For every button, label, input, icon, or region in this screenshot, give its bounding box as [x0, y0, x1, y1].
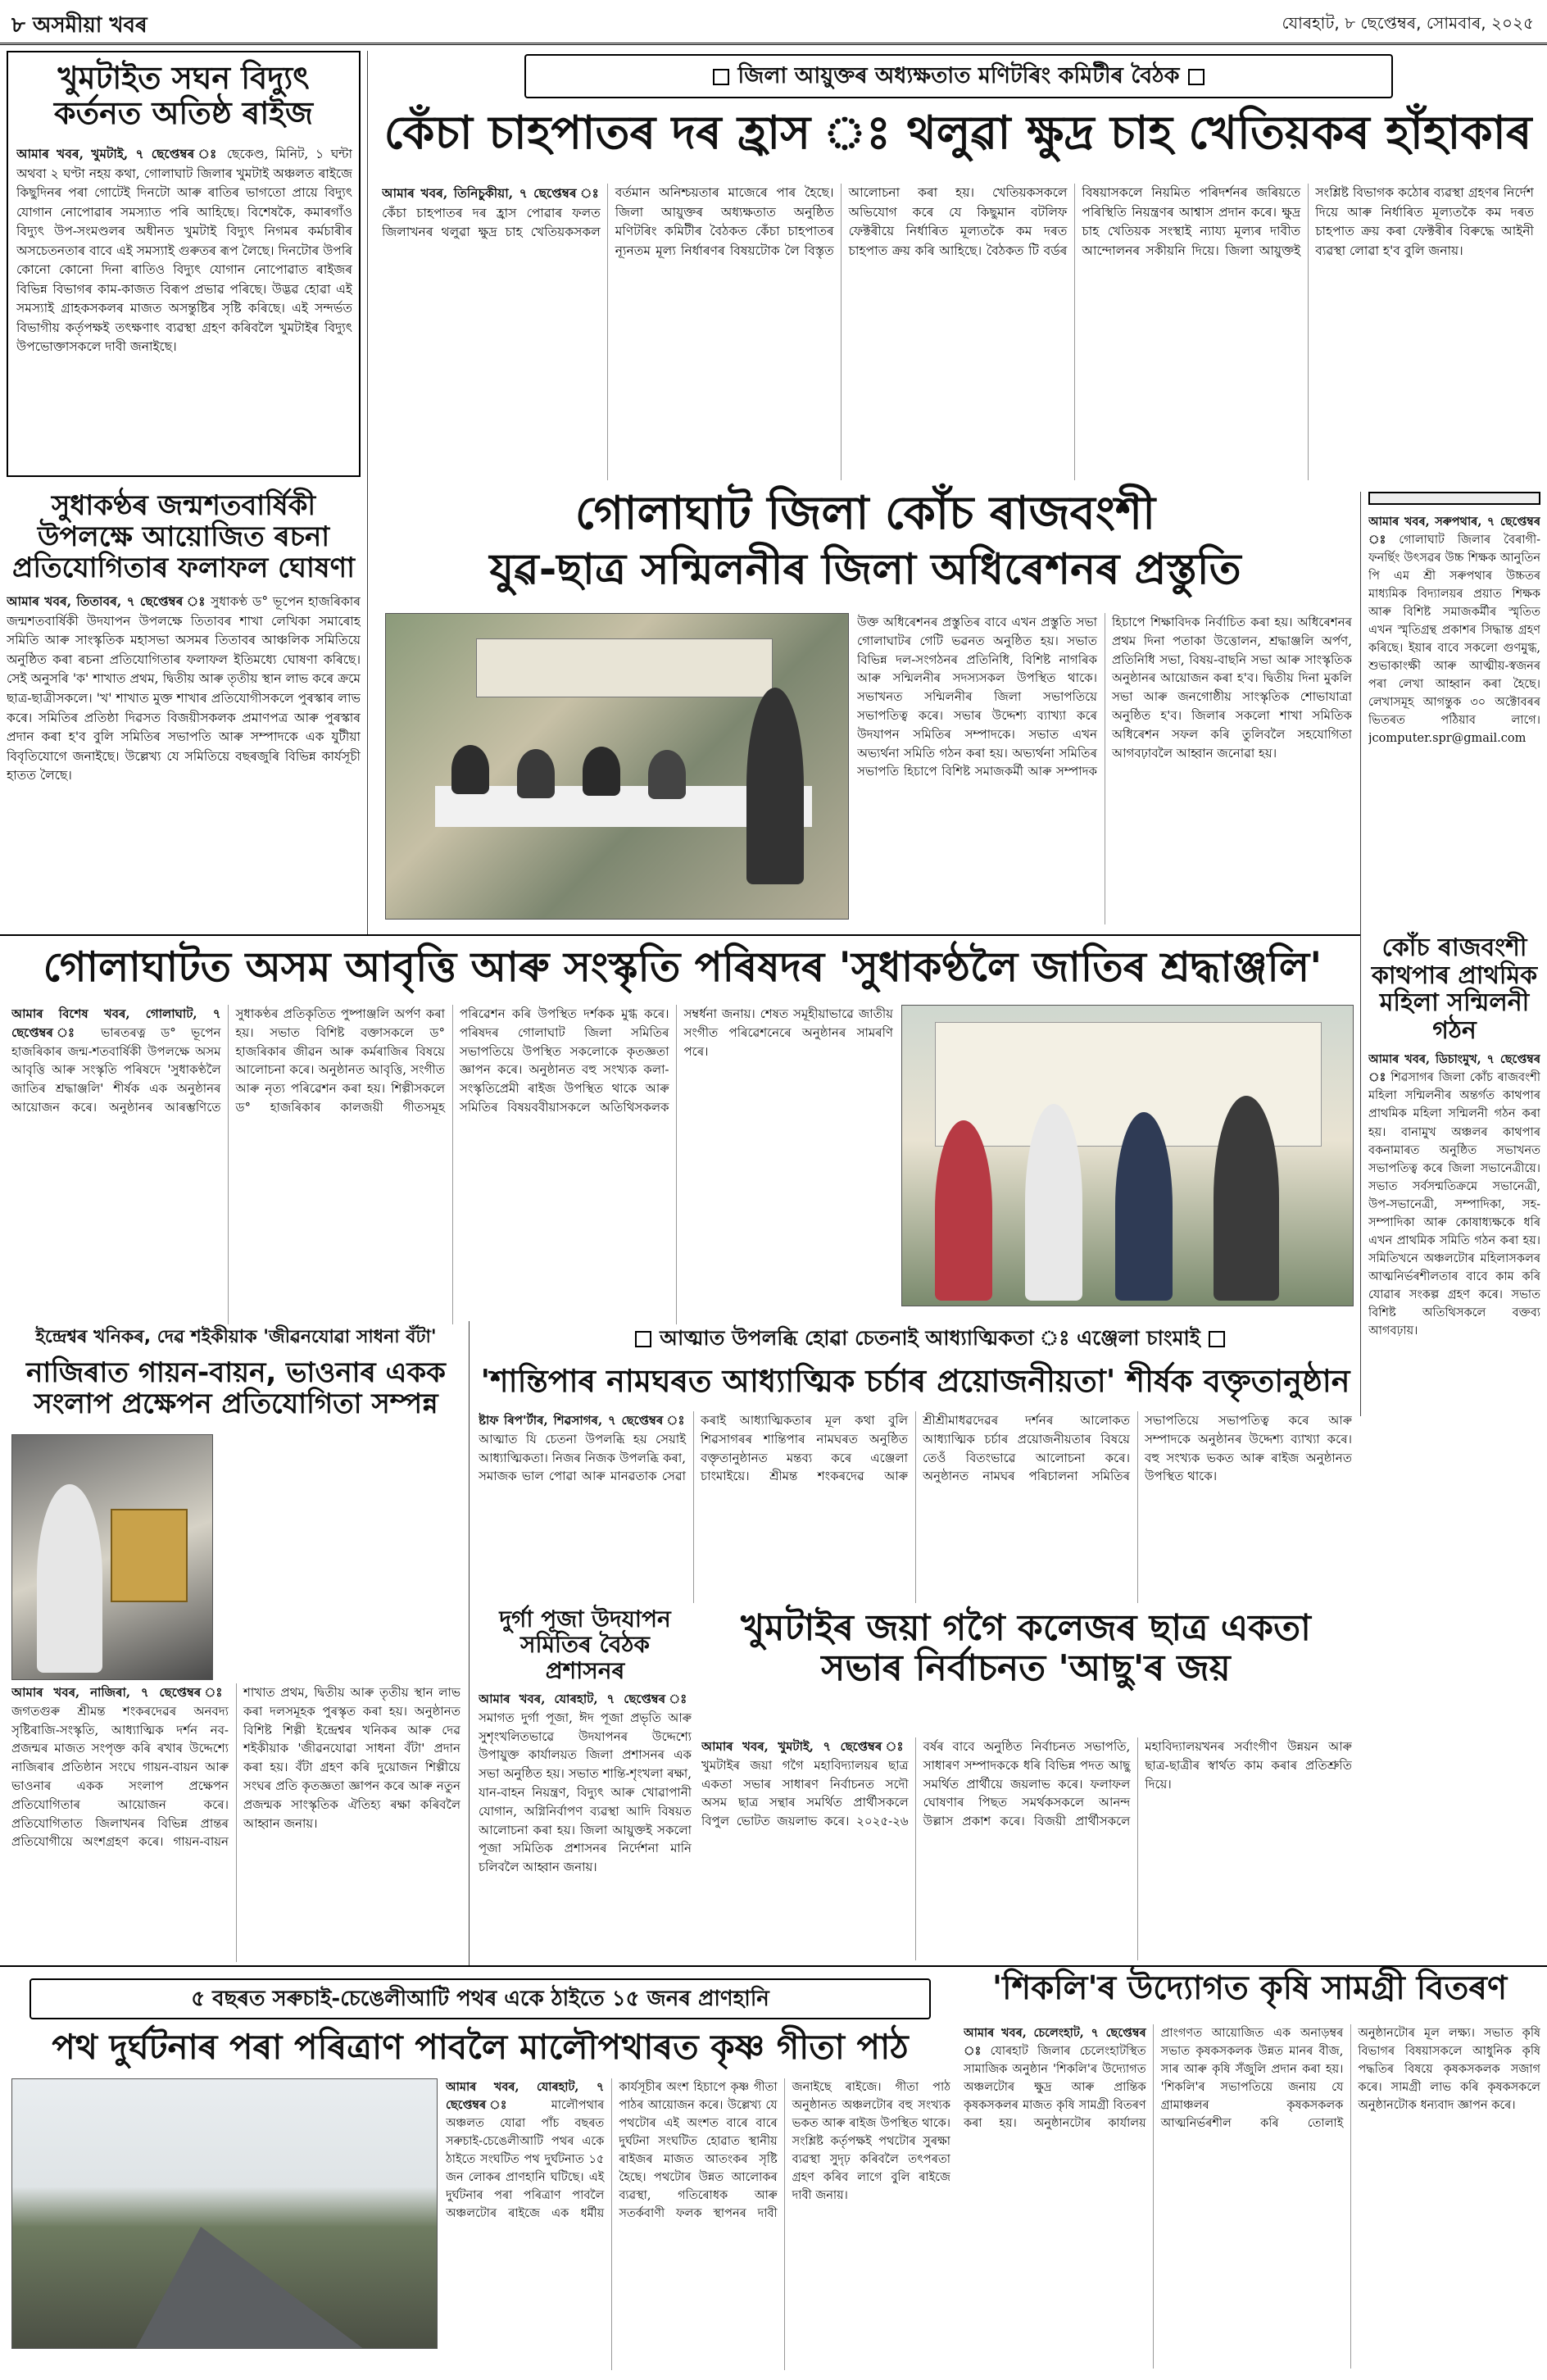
person-shape — [37, 1484, 102, 1673]
story-najira-kicker: ইন্দ্ৰেশ্বৰ খনিকৰ, দেৱ শইকীয়াক 'জীৱনযোৱা সাধনা বঁটা' — [35, 1327, 437, 1347]
story-shikoli-body — [964, 2024, 1540, 2369]
column-divider — [469, 1321, 470, 1965]
story-road-byline: আমাৰ খবৰ, যোৰহাট, ৭ ছেপ্তেম্বৰ ঃ — [446, 2080, 605, 2113]
person-shape — [1115, 1112, 1173, 1301]
bullet-square-icon — [635, 1331, 651, 1347]
person-shape — [935, 1120, 992, 1301]
story-koch-headline: কোঁচ ৰাজবংশী কাথপাৰ প্ৰাথমিক মহিলা সন্মিলনী গঠন — [1371, 933, 1538, 1045]
story-college-byline: আমাৰ খবৰ, খুমটাই, ৭ ছেপ্তেম্বৰ ঃ — [701, 1739, 909, 1754]
story-abritti-headline: গোলাঘাটত অসম আবৃত্তি আৰু সংস্কৃতি পৰিষদৰ 'সুধাকণ্ঠলৈ জাতিৰ শ্ৰদ্ধাঞ্জলি' — [43, 943, 1322, 991]
story-abritti-body — [11, 1005, 893, 1324]
story-college-body — [701, 1737, 1352, 1960]
story-sudhakantha — [7, 485, 361, 933]
kicker-top — [524, 54, 1393, 98]
person-shape — [517, 749, 555, 798]
najira-award-photo — [11, 1434, 213, 1680]
story-smriti-text: গোলাঘাট জিলাৰ বৈৰাগী-ফনৰ্ছিং উৎসৱৰ উচ্চ শিক্ষক আনুতিন পি এম শ্ৰী সৰুপথাৰ উচ্চতৰ মাধ্যমিক বিদ্যালয়ৰ প্ৰয়াত শিক্ষক আৰু বিশিষ্ট সমাজকৰ্মীৰ স্মৃতিত এখন স্মৃতিগ্ৰন্থ প্ৰকাশৰ সিদ্ধান্ত গ্ৰহণ কৰিছে। ইয়াৰ বাবে সকলো গুণমুগ্ধ, শুভাকাংক্ষী আৰু আত্মীয়-স্বজনৰ পৰা লেখা আহ্বান কৰা হৈছে। লেখাসমূহ আগন্তুক ৩০ অক্টোবৰৰ ভিতৰত পঠিয়াব লাগে। — [1368, 534, 1540, 728]
story-sudhakantha-body — [7, 592, 361, 887]
story-college-text: খুমটাইৰ জয়া গগৈ মহাবিদ্যালয়ৰ ছাত্ৰ একতা সভাৰ সাধাৰণ নিৰ্বাচনত সদৌ অসম ছাত্ৰ সন্থাৰ সমৰ্থিত প্ৰাৰ্থীসকলে বিপুল ভোটত জয়লাভ কৰে। ২০২৫-২৬ বৰ্ষৰ বাবে অনুষ্ঠিত নিৰ্বাচনত সভাপতি, সাধাৰণ সম্পাদককে ধৰি বিভিন্ন পদত আছু সমৰ্থিত প্ৰাৰ্থীয়ে জয়লাভ কৰে। ফলাফল ঘোষণাৰ পিছত সমৰ্থকসকলে আনন্দ উল্লাস প্ৰকাশ কৰে। বিজয়ী প্ৰাৰ্থীসকলে মহাবিদ্যালয়খনৰ সৰ্বাংগীণ উন্নয়ন আৰু ছাত্ৰ-ছাত্ৰীৰ স্বাৰ্থত কাম কৰাৰ প্ৰতিশ্ৰুতি দিয়ে। — [701, 1739, 1352, 1829]
story-shanti-headline: 'শান্তিপাৰ নামঘৰত আধ্যাত্মিক চৰ্চাৰ প্ৰয়োজনীয়তা' শীৰ্ষক বক্তৃতানুষ্ঠান — [480, 1363, 1350, 1399]
kicker-mid-text: আত্মাত উপলব্ধি হোৱা চেতনাই আধ্যাত্মিকতা ঃ এঞ্জেলা চাংমাই — [660, 1326, 1200, 1350]
story-tea-body — [382, 184, 1534, 480]
story-road-headline: পথ দুৰ্ঘটনাৰ পৰা পৰিত্ৰাণ পাবলৈ মালৌপথাৰত কৃষ্ণ গীতা পাঠ — [52, 2027, 909, 2067]
story-power-byline: আমাৰ খবৰ, খুমটাই, ৭ ছেপ্তেম্বৰ ঃ — [16, 146, 220, 161]
page-header — [0, 0, 1547, 45]
story-youth-text: উক্ত অধিৰেশনৰ প্ৰস্তুতিৰ বাবে এখন প্ৰস্তুতি সভা গোলাঘাটৰ গেটি ভৱনত অনুষ্ঠিত হয়। সভাত বিভিন্ন দল-সংগঠনৰ প্ৰতিনিধি, বিশিষ্ট নাগৰিক আৰু সন্মিলনীৰ সদস্যসকল উপস্থিত থাকে। সভাখনত সন্মিলনীৰ জিলা সভাপতিয়ে সভাপতিত্ব কৰে। সভাৰ উদ্দেশ্য ব্যাখ্যা কৰে উদযাপন সমিতিৰ সম্পাদকে। সভাত এখন অভ্যৰ্থনা সমিতি গঠন কৰা হয়। অভ্যৰ্থনা সমিতিৰ সভাপতি হিচাপে বিশিষ্ট সমাজকৰ্মী আৰু সম্পাদক হিচাপে শিক্ষাবিদক নিৰ্বাচিত কৰা হয়। অধিৰেশনৰ প্ৰথম দিনা পতাকা উত্তোলন, শ্ৰদ্ধাঞ্জলি অৰ্পণ, প্ৰতিনিধি সভা, বিষয়-বাছনি সভা আৰু সাংস্কৃতিক অনুষ্ঠানৰ আয়োজন কৰা হ'ব। দ্বিতীয় দিনা মুকলি সভা আৰু জনগোষ্ঠীয় সাংস্কৃতিক শোভাযাত্ৰা অনুষ্ঠিত হ'ব। জিলাৰ সকলো শাখা সমিতিক অধিৰেশন সফল কৰি তুলিবলৈ সহযোগিতা আগবঢ়াবলৈ আহ্বান জনোৱা হয়। — [857, 615, 1352, 779]
story-durga-text: সমাগত দুৰ্গা পূজা, ঈদ পূজা প্ৰভৃতি আৰু সুশৃংখলিতভাৱে উদযাপনৰ উদ্দেশ্যে উপায়ুক্ত কাৰ্যালয়ত জিলা প্ৰশাসনৰ এক সভা অনুষ্ঠিত হয়। সভাত শান্তি-শৃংখলা ৰক্ষা, যান-বাহন নিয়ন্ত্ৰণ, বিদ্যুৎ আৰু খোৱাপানী যোগান, অগ্নিনিৰ্বাপণ ব্যৱস্থা আদি বিষয়ত আলোচনা কৰা হয়। জিলা আয়ুক্তই সকলো পূজা সমিতিক প্ৰশাসনৰ নিৰ্দেশনা মানি চলিবলৈ আহ্বান জনায়। — [479, 1710, 692, 1875]
story-power-body — [16, 144, 352, 469]
bullet-square-icon — [1209, 1331, 1225, 1347]
story-shikoli-text: যোৰহাট জিলাৰ চেলেংহাটস্থিত সামাজিক অনুষ্ঠান 'শিকলি'ৰ উদ্যোগত অঞ্চলটোৰ ক্ষুদ্ৰ আৰু প্ৰান্তিক কৃষকসকলৰ মাজত কৃষি সামগ্ৰী বিতৰণ কৰা হয়। অনুষ্ঠানটোৰ কাৰ্যালয় প্ৰাংগণত আয়োজিত এক অনাড়ম্বৰ সভাত কৃষকসকলক উন্নত মানৰ বীজ, সাৰ আৰু কৃষি সঁজুলি প্ৰদান কৰা হয়। 'শিকলি'ৰ সভাপতিয়ে জনায় যে গ্ৰামাঞ্চলৰ কৃষকসকলক আত্মনিৰ্ভৰশীল কৰি তোলাই অনুষ্ঠানটোৰ মূল লক্ষ্য। সভাত কৃষি বিভাগৰ বিষয়াসকলে আধুনিক কৃষি পদ্ধতিৰ বিষয়ে কৃষকসকলক সজাগ কৰে। সামগ্ৰী লাভ কৰি কৃষকসকলে অনুষ্ঠানটোক ধন্যবাদ জ্ঞাপন কৰে। — [964, 2027, 1540, 2131]
road-photo — [11, 2078, 438, 2349]
section-rule — [0, 934, 1360, 936]
story-najira-headline: নাজিৰাত গায়ন-বায়ন, ভাওনাৰ একক সংলাপ প্ৰক্ষেপন প্ৰতিযোগিতা সম্পন্ন — [26, 1356, 446, 1421]
award-frame-shape — [111, 1509, 188, 1602]
banner-shape — [476, 638, 773, 697]
story-koch-body — [1368, 1051, 1540, 1870]
story-sudhakantha-headline: সুধাকণ্ঠৰ জন্মশতবাৰ্ষিকী উপলক্ষে আয়োজিত ৰচনা প্ৰতিযোগিতাৰ ফলাফল ঘোষণা — [12, 489, 355, 585]
story-durga — [479, 1606, 692, 1960]
story-road-body — [446, 2078, 950, 2370]
story-koch-byline: আমাৰ খবৰ, ডিচাংমুখ, ৭ ছেপ্তেম্বৰ ঃ — [1368, 1052, 1540, 1085]
story-power-headline: খুমটাইত সঘন বিদ্যুৎ কৰ্তনত অতিষ্ঠ ৰাইজ — [54, 60, 313, 131]
story-smriti-email: jcomputer.spr@gmail.com — [1368, 732, 1527, 746]
column-divider — [1360, 492, 1361, 1416]
story-smriti-byline: আমাৰ খবৰ, সৰুপথাৰ, ৭ ছেপ্তেম্বৰ ঃ — [1368, 515, 1540, 547]
story-shikoli-byline: আমাৰ খবৰ, চেলেংহাট, ৭ ছেপ্তেম্বৰ ঃ — [964, 2026, 1146, 2059]
youth-meeting-photo — [385, 613, 849, 920]
abritti-ceremony-photo — [901, 1005, 1354, 1306]
story-shikoli-headline: 'শিকলি'ৰ উদ্যোগত কৃষি সামগ্ৰী বিতৰণ — [991, 1969, 1508, 2007]
story-abritti-text: ভাৰতৰত্ন ড° ভূপেন হাজৰিকাৰ জন্ম-শতবাৰ্ষিকী উপলক্ষে অসম আবৃত্তি আৰু সংস্কৃতি পৰিষদে 'সুধাকণ্ঠলৈ জাতিৰ শ্ৰদ্ধাঞ্জলি' শীৰ্ষক এক অনুষ্ঠানৰ আয়োজন কৰে। অনুষ্ঠানৰ আৰম্ভণিতে সুধাকণ্ঠৰ প্ৰতিকৃতিত পুষ্পাঞ্জলি অৰ্পণ কৰা হয়। সভাত বিশিষ্ট বক্তাসকলে ড° হাজৰিকাৰ জীৱন আৰু কৰ্মৰাজিৰ বিষয়ে আলোচনা কৰে। অনুষ্ঠানত আবৃত্তি, সংগীত আৰু নৃত্য পৰিৱেশন কৰা হয়। শিল্পীসকলে ড° হাজৰিকাৰ কালজয়ী গীতসমূহ পৰিৱেশন কৰি উপস্থিত দৰ্শকক মুগ্ধ কৰে। পৰিষদৰ গোলাঘাট জিলা সমিতিৰ সভাপতিয়ে উপস্থিত সকলোকে কৃতজ্ঞতা জ্ঞাপন কৰে। অনুষ্ঠানত বহু সংখ্যক কলা-সংস্কৃতিপ্ৰেমী ৰাইজ উপস্থিত থাকে আৰু সমিতিৰ বিষয়ববীয়াসকলে অতিথিসকলক সম্বৰ্ধনা জনায়। শেষত সমূহীয়াভাৱে জাতীয় সংগীত পৰিৱেশনেৰে অনুষ্ঠানৰ সামৰণি পৰে। — [11, 1006, 893, 1115]
person-shape — [583, 747, 620, 796]
column-divider — [367, 51, 368, 936]
story-youth-headline-2: যুৱ-ছাত্ৰ সন্মিলনীৰ জিলা অধিৰেশনৰ প্ৰস্তুতি — [489, 545, 1241, 594]
story-durga-headline: দুৰ্গা পূজা উদযাপন সমিতিৰ বৈঠক প্ৰশাসনৰ — [499, 1606, 671, 1684]
story-koch — [1368, 934, 1540, 1951]
story-smriti-body — [1368, 513, 1540, 865]
person-shape — [451, 745, 489, 794]
person-shape — [648, 750, 686, 799]
story-shanti-body — [479, 1411, 1352, 1603]
page-number: ৮ অসমীয়া খবৰ — [11, 13, 147, 38]
person-shape — [1025, 1104, 1082, 1301]
story-shanti-text: আত্মাত যি চেতনা উপলব্ধি হয় সেয়াই আধ্যাত্মিকতা। নিজৰ নিজক উপলব্ধি কৰা, সমাজক ভাল পোৱা আৰু মানৱতাক সেৱা কৰাই আধ্যাত্মিকতাৰ মূল কথা বুলি শিৱসাগৰৰ শান্তিপাৰ নামঘৰত অনুষ্ঠিত বক্তৃতানুষ্ঠানত মন্তব্য কৰে এঞ্জেলা চাংমাইয়ে। শ্ৰীমন্ত শংকৰদেৱ আৰু শ্ৰীশ্ৰীমাধৱদেৱৰ দৰ্শনৰ আলোকত আধ্যাত্মিক চৰ্চাৰ প্ৰয়োজনীয়তাৰ বিষয়ে তেওঁ বিতংভাৱে আলোচনা কৰে। অনুষ্ঠানত নামঘৰ পৰিচালনা সমিতিৰ সভাপতিয়ে সভাপতিত্ব কৰে আৰু সম্পাদকে অনুষ্ঠানৰ উদ্দেশ্য ব্যাখ্যা কৰে। বহু সংখ্যক ভকত আৰু ৰাইজ অনুষ্ঠানত উপস্থিত থাকে। — [479, 1413, 1352, 1484]
story-sudhakantha-byline: আমাৰ খবৰ, তিতাবৰ, ৭ ছেপ্তেম্বৰ ঃ — [7, 593, 206, 610]
story-smriti — [1368, 492, 1540, 931]
story-tea-headline: কেঁচা চাহপাতৰ দৰ হ্ৰাস ঃ থলুৱা ক্ষুদ্ৰ চাহ খেতিয়কৰ হাঁহাকাৰ — [383, 107, 1532, 160]
kicker-top-text: জিলা আয়ুক্তৰ অধ্যক্ষতাত মণিটৰিং কমিটীৰ বৈঠক — [737, 63, 1180, 89]
story-road-text: মালৌপথাৰ অঞ্চলত যোৱা পাঁচ বছৰত সৰুচাই-চেঙেলীআটি পথৰ একে ঠাইতে সংঘটিত পথ দুৰ্ঘটনাত ১৫ জন লোকৰ প্ৰাণহানি ঘটিছে। এই দুৰ্ঘটনাৰ পৰা পৰিত্ৰাণ পাবলৈ অঞ্চলটোৰ ৰাইজে এক ধৰ্মীয় কাৰ্যসূচীৰ অংশ হিচাপে কৃষ্ণ গীতা পাঠৰ আয়োজন কৰে। উল্লেখ্য যে পথটোৰ এই অংশত বাৰে বাৰে দুৰ্ঘটনা সংঘটিত হোৱাত স্থানীয় ৰাইজৰ মাজত আতংকৰ সৃষ্টি হৈছে। পথটোৰ উন্নত আলোকৰ ব্যৱস্থা, গতিৰোধক আৰু সতৰ্কবাণী ফলক স্থাপনৰ দাবী জনাইছে ৰাইজে। গীতা পাঠ অনুষ্ঠানত অঞ্চলটোৰ বহু সংখ্যক ভকত আৰু ৰাইজ উপস্থিত থাকে। সংশ্লিষ্ট কৰ্তৃপক্ষই পথটোৰ সুৰক্ষা ব্যৱস্থা সুদৃঢ় কৰিবলৈ তৎপৰতা গ্ৰহণ কৰিব লাগে বুলি ৰাইজে দাবী জনায়। — [446, 2081, 950, 2221]
bullet-square-icon — [713, 69, 729, 85]
story-durga-body — [479, 1690, 692, 1936]
story-durga-byline: আমাৰ খবৰ, যোৰহাট, ৭ ছেপ্তেম্বৰ ঃ — [479, 1692, 692, 1707]
road-shape — [135, 2227, 365, 2349]
story-sudhakantha-text: সুধাকণ্ঠ ড° ভূপেন হাজৰিকাৰ জন্মশতবাৰ্ষিকী উদযাপন উপলক্ষে তিতাবৰ শাখা লেখিকা সমাৰোহ সমিতি আৰু সাংস্কৃতিক মহাসভা অসমৰ তিতাবৰ আঞ্চলিক সমিতিয়ে অনুষ্ঠিত কৰা ৰচনা প্ৰতিযোগিতাৰ ফলাফল ইতিমধ্যে ঘোষণা কৰিছে। সেই অনুসৰি 'ক' শাখাত প্ৰথম, দ্বিতীয় আৰু তৃতীয় স্থান লাভ কৰে ক্ৰমে ছাত্ৰ-ছাত্ৰীসকলে। 'খ' শাখাত মুক্ত শাখাৰ প্ৰতিযোগীসকলে পুৰস্কাৰ লাভ কৰে। সমিতিৰ প্ৰতিষ্ঠা দিৱসত বিজয়ীসকলক প্ৰমাণপত্ৰ আৰু পুৰস্কাৰ প্ৰদান কৰা হ'ব বুলি সমিতিৰ সভাপতি আৰু সম্পাদকে এক যুটীয়া বিবৃতিযোগে জনাইছে। উল্লেখ্য যে সমিতিয়ে বছৰজুৰি বিভিন্ন কাৰ্যসূচী হাতত লৈছে। — [7, 594, 361, 783]
story-youth-body — [857, 613, 1352, 924]
story-najira-body — [11, 1683, 460, 1962]
story-koch-text: শিৱসাগৰ জিলা কোঁচ ৰাজবংশী মহিলা সন্মিলনীৰ অন্তৰ্গত কাথপাৰ প্ৰাথমিক মহিলা সন্মিলনী গঠন কৰা হয়। বানামুখ অঞ্চলৰ কাথপাৰ বকনামাৰত অনুষ্ঠিত সভাখনত সভাপতিত্ব কৰে জিলা সভানেত্ৰীয়ে। সভাত সৰ্বসন্মতিক্ৰমে সভানেত্ৰী, উপ-সভানেত্ৰী, সম্পাদিকা, সহ-সম্পাদিকা আৰু কোষাধ্যক্ষকে ধৰি এখন প্ৰাথমিক সমিতি গঠন কৰা হয়। সমিতিখনে অঞ্চলটোৰ মহিলাসকলৰ আত্মনিৰ্ভৰশীলতাৰ বাবে কাম কৰি যোৱাৰ সংকল্প গ্ৰহণ কৰে। সভাত বিশিষ্ট অতিথিসকলে বক্তব্য আগবঢ়ায়। — [1368, 1071, 1540, 1338]
story-shanti-byline: ষ্টাফ ৰিপ'ৰ্টাৰ, শিৱসাগৰ, ৭ ছেপ্তেম্বৰ ঃ — [479, 1413, 686, 1428]
story-smriti-headline — [1368, 492, 1540, 505]
story-tea-text: কেঁচা চাহপাতৰ দৰ হ্ৰাস পোৱাৰ ফলত জিলাখনৰ থলুৱা ক্ষুদ্ৰ চাহ খেতিয়কসকল বৰ্তমান অনিশ্চয়তাৰ মাজেৰে পাৰ হৈছে। জিলা আয়ুক্তৰ অধ্যক্ষতাত অনুষ্ঠিত মণিটৰিং কমিটীৰ বৈঠকত কেঁচা চাহপাতৰ ন্যূনতম মূল্য নিৰ্ধাৰণৰ বিষয়টোক লৈ বিস্তৃত আলোচনা কৰা হয়। খেতিয়কসকলে অভিযোগ কৰে যে কিছুমান বটলিফ ফেক্টৰীয়ে নিৰ্ধাৰিত মূল্যতকৈ কম দৰত চাহপাত ক্ৰয় কৰি আহিছে। বৈঠকত টি বৰ্ডৰ বিষয়াসকলে নিয়মিত পৰিদৰ্শনৰ জৰিয়তে পৰিস্থিতি নিয়ন্ত্ৰণৰ আশ্বাস প্ৰদান কৰে। ক্ষুদ্ৰ চাহ খেতিয়ক সংস্থাই ন্যায্য মূল্যৰ দাবীত আন্দোলনৰ সকীয়নি দিয়ে। জিলা আয়ুক্তই সংশ্লিষ্ট বিভাগক কঠোৰ ব্যৱস্থা গ্ৰহণৰ নিৰ্দেশ দিয়ে আৰু নিৰ্ধাৰিত মূল্যতকৈ কম দৰত চাহপাত ক্ৰয় কৰা ফেক্টৰীৰ বিৰুদ্ধে আইনী ব্যৱস্থা লোৱা হ'ব বুলি জনায়। — [382, 185, 1534, 258]
story-najira-byline: আমাৰ খবৰ, নাজিৰা, ৭ ছেপ্তেম্বৰ ঃ — [11, 1685, 229, 1700]
story-power-text: ছেকেণ্ড, মিনিট, ১ ঘন্টা অথবা ২ ঘণ্টা নহয় কথা, গোলাঘাট জিলাৰ খুমটাই অঞ্চলত ৰাইজে কিছুদিনৰ পৰা গোটেই দিনটো আৰু ৰাতিৰ ভাগতো প্ৰায়ে বিদ্যুৎ যোগান নোপোৱাৰ সমস্যাত পৰি আহিছে। বিশেষকৈ, কমাৰগাঁও বিদ্যুৎ উপ-সংমণ্ডলৰ অধীনত খুমটাই বিদ্যুৎ নিগমৰ কৰ্মচাৰীৰ অসচেতনতাৰ বাবে এই সমস্যাই গুৰুতৰ ৰূপ লৈছে। দিনটোৰ উপৰি কোনো কোনো দিনা ৰাতিও বিদ্যুৎ যোগান নোপোৱাত ৰাইজৰ বিভিন্ন বিভাগৰ কাম-কাজত বিৰূপ প্ৰভাৱ পৰিছে। উদ্ভৱ হোৱা এই সমস্যাই গ্ৰাহকসকলৰ মাজত অসন্তুষ্টিৰ সৃষ্টি কৰিছে। এই সন্দৰ্ভত বিভাগীয় কৰ্তৃপক্ষই তৎক্ষণাৎ ব্যৱস্থা গ্ৰহণ কৰিবলৈ খুমটাইৰ বিদ্যুৎ উপভোক্তাসকলে দাবী জনাইছে। — [16, 147, 352, 355]
story-youth-headline-1: গোলাঘাট জিলা কোঁচ ৰাজবংশী — [574, 487, 1156, 540]
speaker-shape — [746, 688, 804, 884]
story-najira-side — [221, 1434, 460, 1680]
kicker-bottom: ৫ বছৰত সৰুচাই-চেঙেলীআটি পথৰ একে ঠাইতে ১৫ জনৰ প্ৰাণহানি — [29, 1978, 931, 2019]
section-rule — [0, 1965, 1547, 1967]
bullet-square-icon — [1188, 69, 1204, 85]
story-najira-text: জগতগুৰু শ্ৰীমন্ত শংকৰদেৱৰ অনবদ্য সৃষ্টিৰাজি-সংস্কৃতি, আধ্যাত্মিক দৰ্শন নব-প্ৰজন্মৰ মাজত সংপৃক্ত কৰি ৰখাৰ উদ্দেশ্যে নাজিৰাৰ প্ৰতিষ্ঠান সংঘে গায়ন-বায়ন আৰু ভাওনাৰ একক সংলাপ প্ৰক্ষেপন প্ৰতিযোগিতাৰ আয়োজন কৰে। প্ৰতিযোগিতাত জিলাখনৰ বিভিন্ন প্ৰান্তৰ প্ৰতিযোগীয়ে অংশগ্ৰহণ কৰে। গায়ন-বায়ন শাখাত প্ৰথম, দ্বিতীয় আৰু তৃতীয় স্থান লাভ কৰা দলসমূহক পুৰস্কৃত কৰা হয়। অনুষ্ঠানত বিশিষ্ট শিল্পী ইন্দ্ৰেশ্বৰ খনিকৰ আৰু দেৱ শইকীয়াক 'জীৱনযোৱা সাধনা বঁটা' প্ৰদান কৰা হয়। বঁটা গ্ৰহণ কৰি দুয়োজন শিল্পীয়ে সংঘৰ প্ৰতি কৃতজ্ঞতা জ্ঞাপন কৰে আৰু নতুন প্ৰজন্মক সাংস্কৃতিক ঐতিহ্য ৰক্ষা কৰিবলৈ আহ্বান জনায়। — [11, 1685, 460, 1850]
story-college-headline: খুমটাইৰ জয়া গগৈ কলেজৰ ছাত্ৰ একতা সভাৰ নিৰ্বাচনত 'আছু'ৰ জয় — [741, 1607, 1311, 1690]
story-abritti-byline: আমাৰ বিশেষ খবৰ, গোলাঘাট, ৭ ছেপ্তেম্বৰ ঃ — [11, 1006, 221, 1040]
kicker-mid — [508, 1321, 1352, 1359]
page-dateline: যোৰহাট, ৮ ছেপ্তেম্বৰ, সোমবাৰ, ২০২৫ — [1282, 13, 1534, 33]
story-tea-byline: আমাৰ খবৰ, তিনিচুকীয়া, ৭ ছেপ্তেম্বৰ ঃ — [382, 185, 601, 201]
story-power-box — [7, 51, 361, 477]
person-shape — [1214, 1096, 1279, 1301]
